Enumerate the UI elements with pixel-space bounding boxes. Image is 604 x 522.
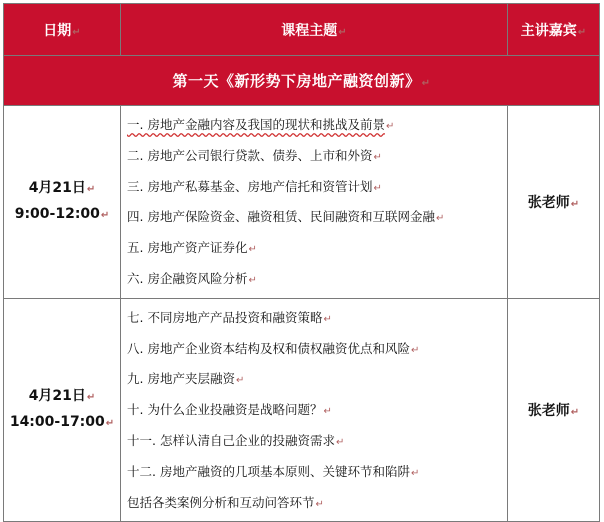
- topic-item: 十二. 房地产融资的几项基本原则、关键环节和陷阱↵: [127, 463, 420, 479]
- topic-item: 十. 为什么企业投融资是战略问题？↵: [127, 402, 332, 418]
- topic-item: 九. 房地产夹层融资↵: [127, 371, 245, 387]
- topic-list: [121, 106, 507, 298]
- topic-item: 六. 房企融资风险分析↵: [127, 270, 257, 286]
- session-topics-cell: [121, 298, 508, 522]
- header-date: 日期↵: [4, 4, 121, 56]
- topic-item: 二. 房地产公司银行贷款、债券、上市和外资↵: [127, 147, 382, 163]
- session-date-cell: [4, 106, 121, 299]
- session-date: 4月21日↵: [28, 388, 96, 405]
- session-time: 14:00-17:00↵: [9, 414, 115, 431]
- topic-item: 包括各类案例分析和互动问答环节↵: [127, 494, 324, 510]
- topic-item: 十一. 怎样认清自己企业的投融资需求↵: [127, 432, 345, 448]
- topic-item: 四. 房地产保险资金、融资租赁、民间融资和互联网金融↵: [127, 209, 445, 225]
- session-time: 9:00-12:00↵: [14, 205, 110, 222]
- day-title: 第一天《新形势下房地产融资创新》↵: [4, 56, 600, 106]
- session-date: 4月21日↵: [28, 179, 96, 196]
- session-guest: 张老师↵: [508, 298, 600, 522]
- session-guest: 张老师↵: [508, 106, 600, 299]
- topic-item: 八. 房地产企业资本结构及权和债权融资优点和风险↵: [127, 340, 420, 356]
- session-topics-cell: [121, 106, 508, 299]
- header-row: [4, 4, 600, 56]
- day-title-row: [4, 56, 600, 106]
- header-topic: 课程主题↵: [121, 4, 508, 56]
- topic-item: 七. 不同房地产产品投资和融资策略↵: [127, 309, 332, 325]
- topic-list: [121, 299, 507, 522]
- header-guest: 主讲嘉宾↵: [508, 4, 600, 56]
- schedule-table: [3, 3, 600, 522]
- session-row-afternoon: [4, 298, 600, 522]
- topic-item: 一. 房地产金融内容及我国的现状和挑战及前景↵: [127, 117, 395, 132]
- session-row-morning: [4, 106, 600, 299]
- session-date-cell: [4, 298, 121, 522]
- topic-item: 五. 房地产资产证券化↵: [127, 240, 257, 256]
- topic-item: 三. 房地产私募基金、房地产信托和资管计划↵: [127, 178, 382, 194]
